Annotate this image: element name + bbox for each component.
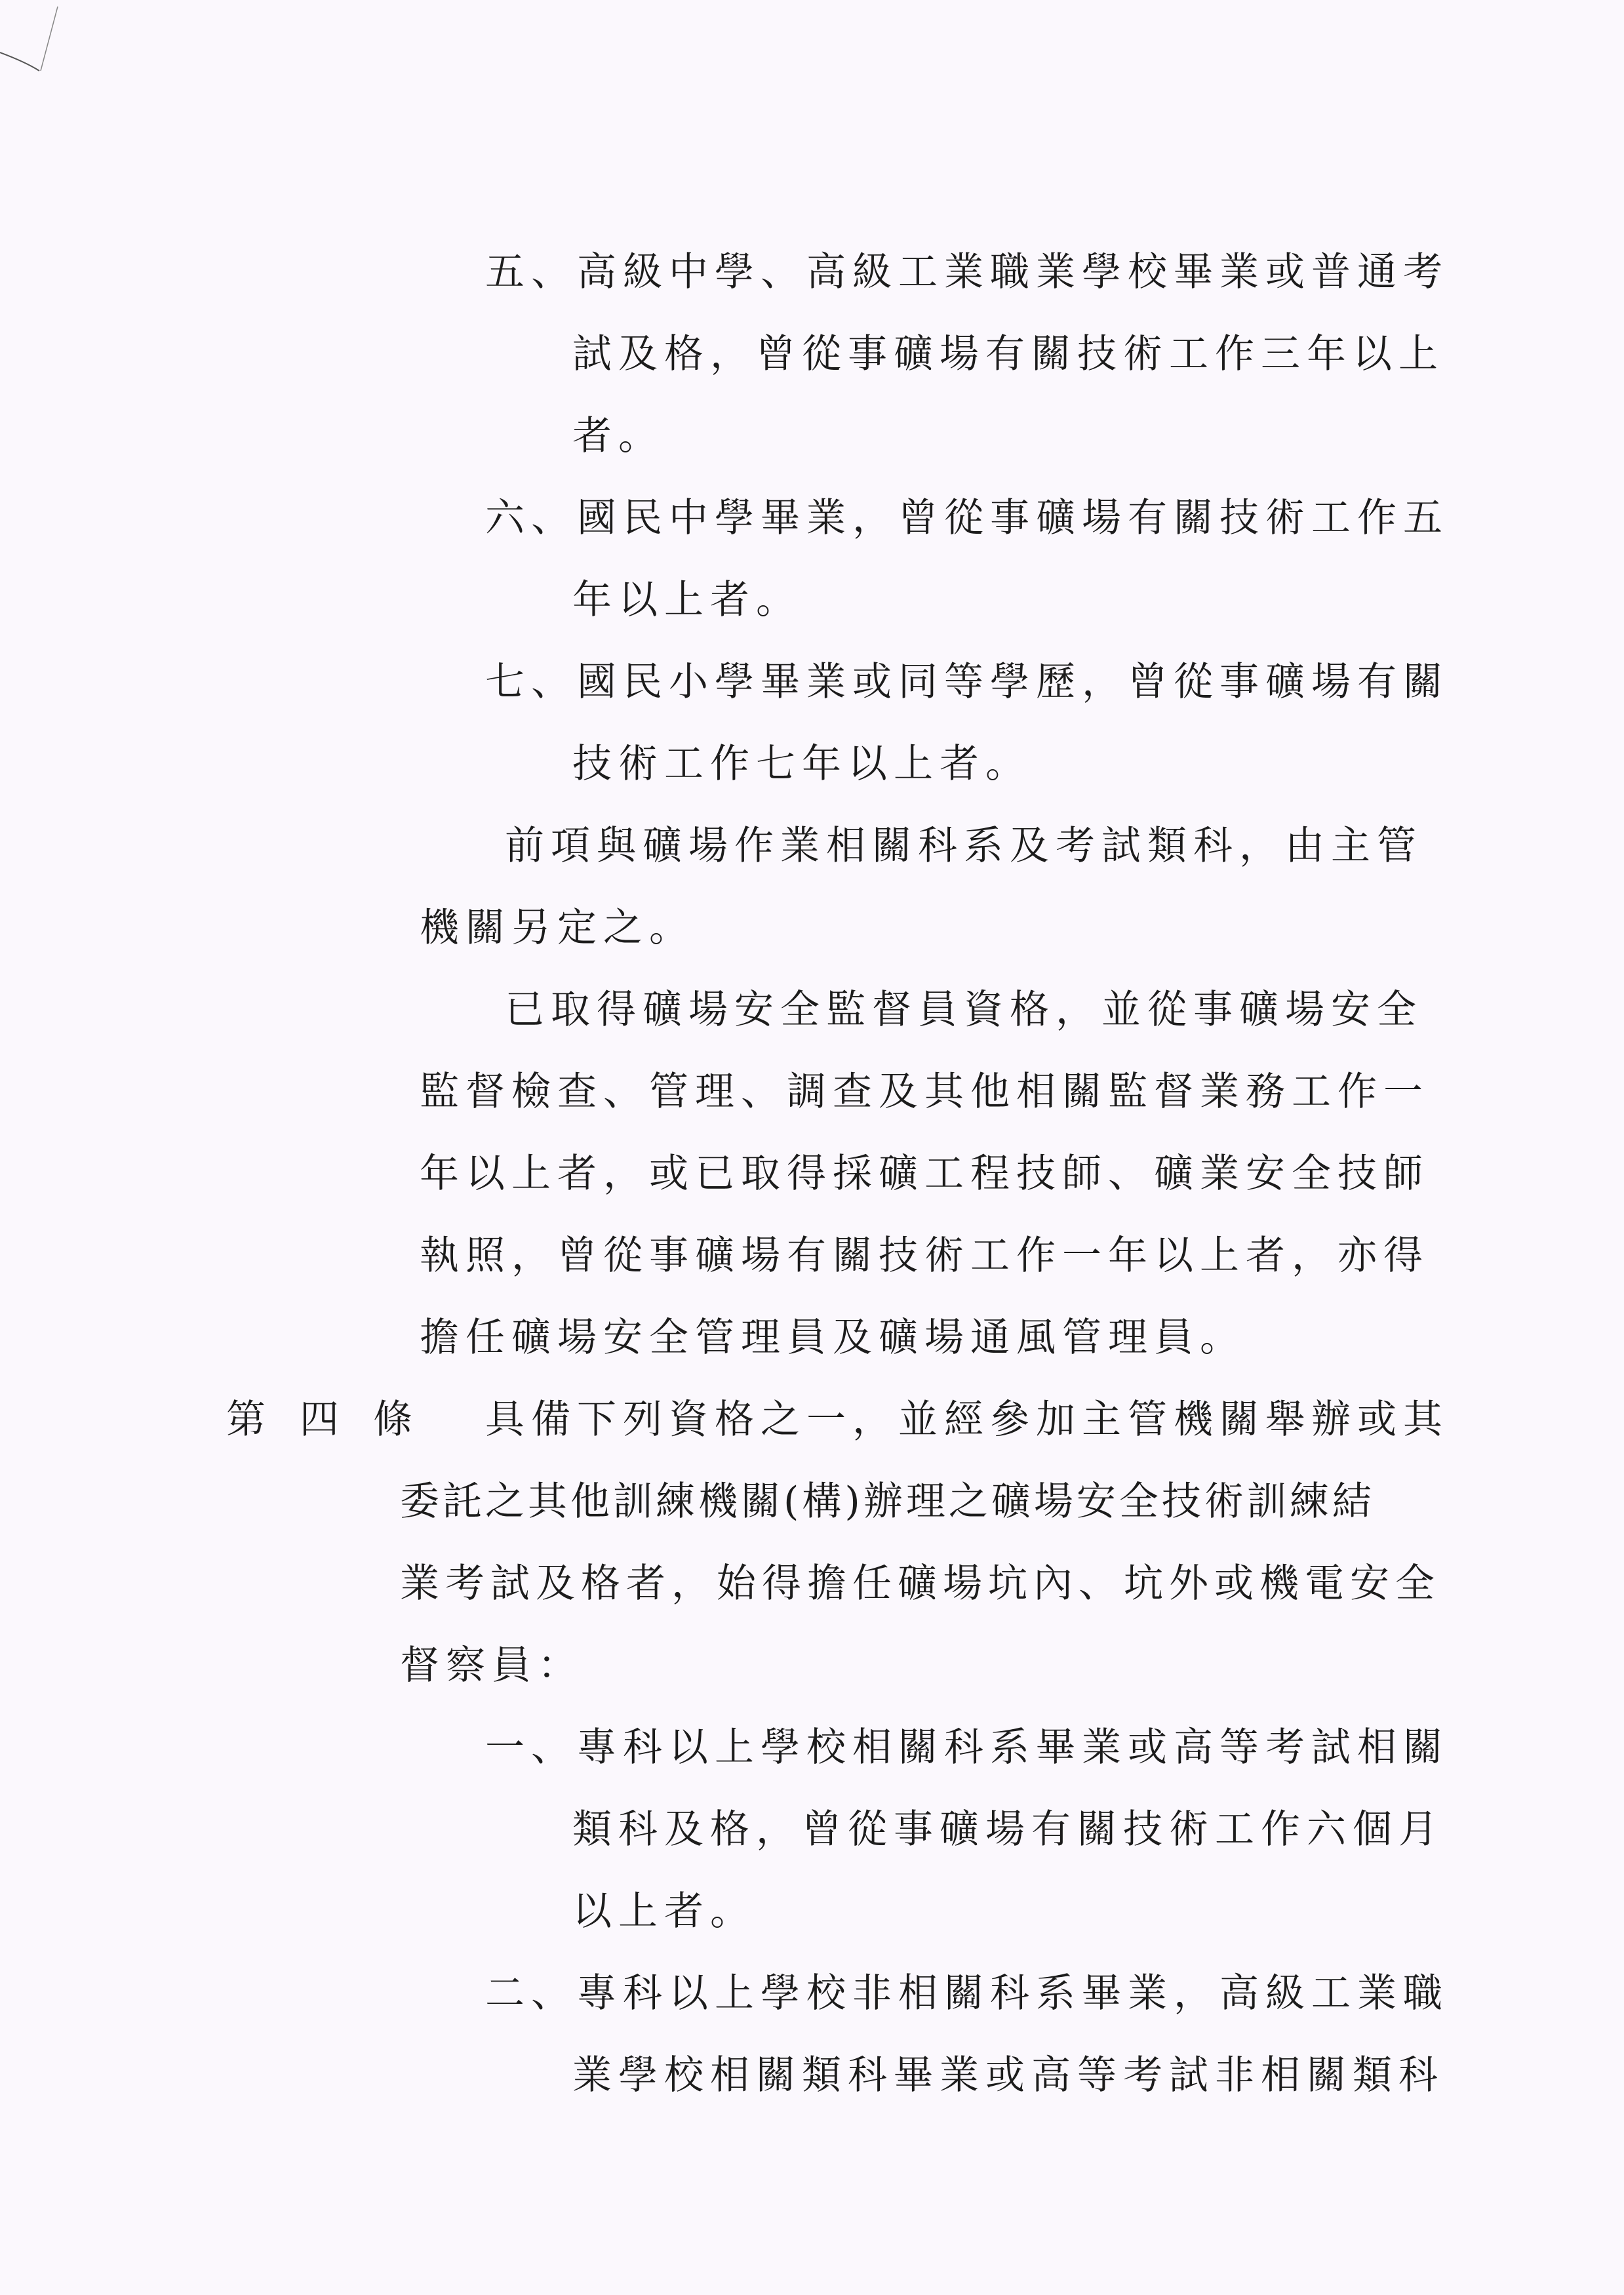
paragraph-line: 機關另定之。: [420, 905, 695, 951]
item-number: 一、: [485, 1725, 577, 1770]
list-item-6: [485, 495, 1449, 541]
list-item-7: [485, 659, 1449, 705]
item-text-line: 類科及格，曾從事礦場有關技術工作六個月: [572, 1806, 1444, 1852]
article-text-line: 具備下列資格之一，並經參加主管機關舉辦或其: [485, 1397, 1449, 1443]
article-label-char: 第: [226, 1397, 266, 1443]
paragraph-line: 前項與礦場作業相關科系及考試類科，由主管: [505, 823, 1423, 869]
item-number: 六、: [485, 495, 577, 541]
paragraph-line: 已取得礦場安全監督員資格，並從事礦場安全: [505, 987, 1423, 1033]
item-text-line: 年以上者。: [572, 577, 802, 623]
paragraph-line: 年以上者，或已取得採礦工程技師、礦業安全技師: [420, 1151, 1429, 1197]
item-text-line: 試及格，曾從事礦場有關技術工作三年以上: [572, 331, 1444, 377]
article-label-char: 條: [373, 1397, 412, 1443]
item-text-line: 以上者。: [572, 1888, 756, 1934]
item-number: 七、: [485, 659, 577, 705]
article-text-line: 業考試及格者，始得擔任礦場坑內、坑外或機電安全: [400, 1561, 1440, 1606]
paragraph-line: 執照，曾從事礦場有關技術工作一年以上者，亦得: [420, 1233, 1429, 1279]
paragraph-line: 擔任礦場安全管理員及礦場通風管理員。: [420, 1315, 1246, 1361]
item-text-line: 專科以上學校相關科系畢業或高等考試相關: [577, 1725, 1449, 1770]
corner-scan-mark: [0, 0, 59, 72]
list-item-1: [485, 1725, 1449, 1770]
item-number: 二、: [485, 1970, 577, 2016]
item-text-line: 國民中學畢業，曾從事礦場有關技術工作五: [577, 495, 1449, 541]
article-label-char: 四: [300, 1397, 339, 1443]
paragraph-line: 監督檢查、管理、調查及其他相關監督業務工作一: [420, 1069, 1429, 1115]
item-text-line: 高級中學、高級工業職業學校畢業或普通考: [577, 249, 1449, 295]
item-text-line: 專科以上學校非相關科系畢業，高級工業職: [577, 1970, 1449, 2016]
list-item-2: [485, 1970, 1449, 2016]
list-item-5: [485, 249, 1449, 295]
item-text-line: 國民小學畢業或同等學歷，曾從事礦場有關: [577, 659, 1449, 705]
article-text-line: 委託之其他訓練機關(構)辦理之礦場安全技術訓練結: [400, 1479, 1375, 1525]
article-text-line: 督察員：: [400, 1643, 584, 1688]
item-number: 五、: [485, 249, 577, 295]
item-text-line: 技術工作七年以上者。: [572, 741, 1031, 787]
item-text-line: 者。: [572, 413, 664, 459]
item-text-line: 業學校相關類科畢業或高等考試非相關類科: [572, 2052, 1444, 2098]
